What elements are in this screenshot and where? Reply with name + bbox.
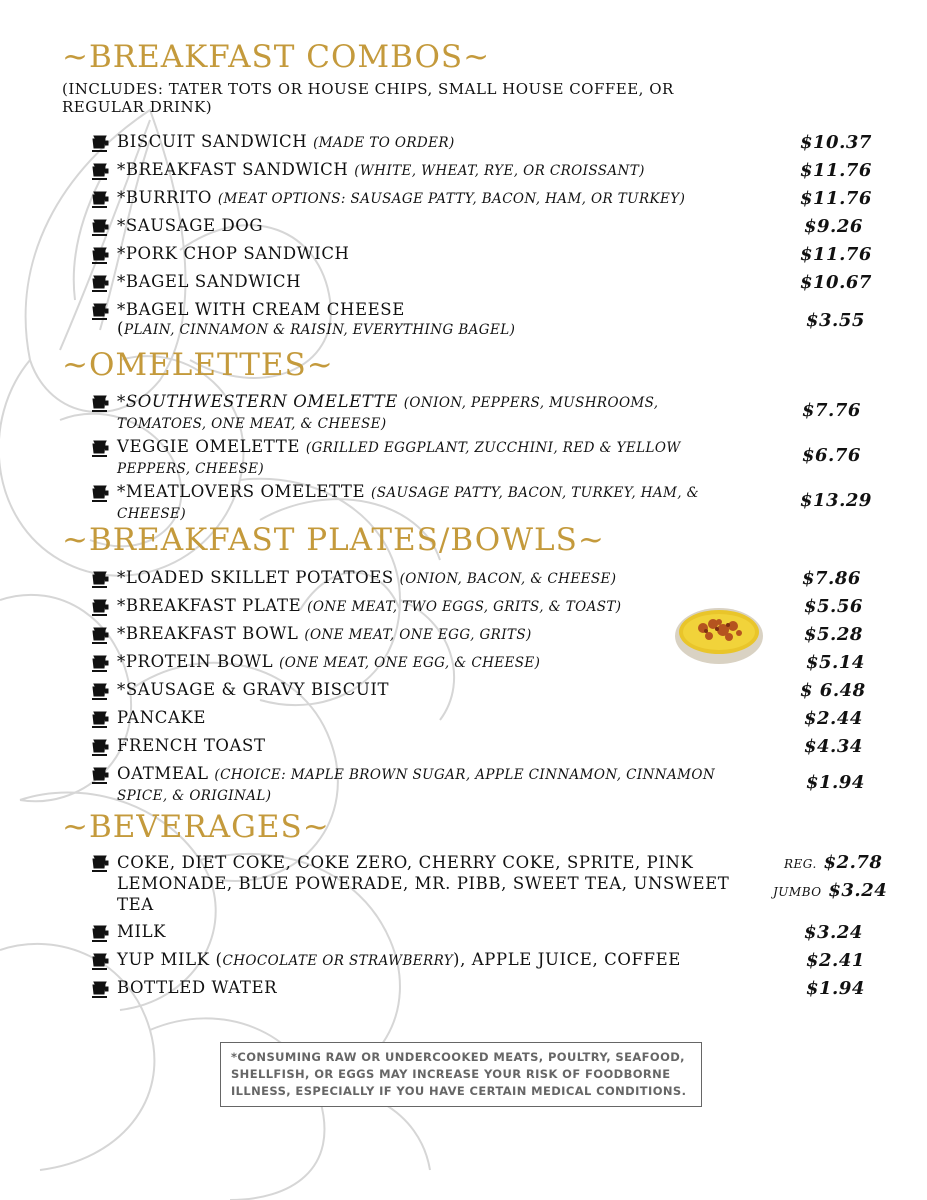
item-description: (CHOICE: MAPLE BROWN SUGAR, APPLE CINNAMON, CINNAMON SPICE, & ORIGINAL) (117, 767, 716, 804)
item-name: *BAGEL WITH CREAM CHEESE (117, 300, 405, 319)
item-price: $3.55 (806, 310, 865, 331)
coffee-cup-icon (90, 924, 110, 944)
item-name: COKE, DIET COKE, COKE ZERO, CHERRY COKE, SPRITE, PINK LEMONADE, BLUE POWERADE, MR. PIBB, SWEET TEA, UNSWEET TEA (117, 853, 730, 914)
item-price-jumbo (773, 880, 887, 901)
item-price: $3.24 (804, 922, 863, 943)
item-price: $11.76 (800, 244, 872, 265)
item-name: MILK (117, 922, 167, 941)
item-price: $11.76 (800, 188, 872, 209)
item-description-paren: ( (117, 319, 125, 338)
item-price-regular (784, 852, 882, 873)
item-description: (ONE MEAT, ONE EGG, & CHEESE) (279, 655, 541, 671)
item-price: $7.76 (802, 400, 861, 421)
item-price: $5.14 (806, 652, 865, 673)
item-name: *BAGEL SANDWICH (117, 272, 302, 291)
item-price: $11.76 (800, 160, 872, 181)
item-price: $13.29 (800, 490, 872, 511)
coffee-cup-icon (90, 302, 110, 322)
section-title-breakfast-combos: ~BREAKFAST COMBOS~ (62, 39, 491, 75)
item-price: $10.67 (800, 272, 872, 293)
coffee-cup-icon (90, 439, 110, 459)
item-name: *MEATLOVERS OMELETTE (117, 482, 366, 501)
item-description: (WHITE, WHEAT, RYE, OR CROISSANT) (354, 163, 645, 179)
item-description: (MEAT OPTIONS: SAUSAGE PATTY, BACON, HAM, OR TURKEY) (217, 191, 686, 207)
item-description: (SAUSAGE PATTY, BACON, TURKEY, HAM, & CHEESE) (117, 485, 700, 522)
item-name: OATMEAL (117, 764, 209, 783)
coffee-cup-icon (90, 682, 110, 702)
coffee-cup-icon (90, 190, 110, 210)
item-name: YUP MILK ( (117, 950, 223, 969)
price-size-label: REG. (784, 857, 817, 871)
item-name: *SOUTHWESTERN OMELETTE (117, 392, 398, 411)
item-name: VEGGIE OMELETTE (117, 437, 300, 456)
price-size-label: JUMBO (773, 885, 822, 899)
coffee-cup-icon (90, 626, 110, 646)
coffee-cup-icon (90, 162, 110, 182)
coffee-cup-icon (90, 570, 110, 590)
item-name: *SAUSAGE & GRAVY BISCUIT (117, 680, 390, 699)
item-price: $9.26 (804, 216, 863, 237)
food-safety-notice: *CONSUMING RAW OR UNDERCOOKED MEATS, POULTRY, SEAFOOD, SHELLFISH, OR EGGS MAY INCREASE YOUR RISK OF FOODBORNE ILLNESS, ESPECIALLY IF YOU HAVE CERTAIN MEDICAL CONDITIONS. (220, 1042, 702, 1107)
item-description: PLAIN, CINNAMON & RAISIN, EVERYTHING BAGEL) (124, 322, 516, 338)
item-price: $6.76 (802, 445, 861, 466)
item-name: *BREAKFAST PLATE (117, 596, 302, 615)
item-name: *SAUSAGE DOG (117, 216, 264, 235)
item-name: FRENCH TOAST (117, 736, 266, 755)
item-price: $ 6.48 (800, 680, 866, 701)
coffee-cup-icon (90, 134, 110, 154)
item-name: *LOADED SKILLET POTATOES (117, 568, 394, 587)
item-description: (ONION, PEPPERS, MUSHROOMS, TOMATOES, ONE MEAT, & CHEESE) (117, 395, 659, 432)
item-description: (ONION, BACON, & CHEESE) (399, 571, 617, 587)
item-name: *PORK CHOP SANDWICH (117, 244, 350, 263)
price-value: $3.24 (828, 880, 888, 901)
item-name: *BURRITO (117, 188, 212, 207)
item-price: $4.34 (804, 736, 863, 757)
item-price: $5.28 (804, 624, 863, 645)
item-name: BISCUIT SANDWICH (117, 132, 308, 151)
item-price: $1.94 (806, 772, 865, 793)
price-value: $2.78 (823, 852, 883, 873)
item-description: (ONE MEAT, TWO EGGS, GRITS, & TOAST) (307, 599, 622, 615)
coffee-cup-icon (90, 710, 110, 730)
coffee-cup-icon (90, 854, 110, 874)
item-name: *PROTEIN BOWL (117, 652, 274, 671)
item-name: BOTTLED WATER (117, 978, 278, 997)
item-price: $5.56 (804, 596, 863, 617)
item-price: $2.41 (806, 950, 865, 971)
item-name: *BREAKFAST BOWL (117, 624, 299, 643)
item-name: PANCAKE (117, 708, 207, 727)
item-price: $10.37 (800, 132, 872, 153)
coffee-cup-icon (90, 394, 110, 414)
item-description: (MADE TO ORDER) (313, 135, 455, 151)
item-name-continued: ), APPLE JUICE, COFFEE (453, 950, 681, 969)
combos-includes-note: (INCLUDES: TATER TOTS OR HOUSE CHIPS, SMALL HOUSE COFFEE, OR REGULAR DRINK) (62, 80, 674, 116)
item-description: (GRILLED EGGPLANT, ZUCCHINI, RED & YELLOW PEPPERS, CHEESE) (117, 440, 681, 477)
item-price: $2.44 (804, 708, 863, 729)
coffee-cup-icon (90, 738, 110, 758)
section-title-breakfast-plates-bowls: ~BREAKFAST PLATES/BOWLS~ (62, 522, 605, 558)
coffee-cup-icon (90, 980, 110, 1000)
section-title-beverages: ~BEVERAGES~ (62, 809, 330, 845)
coffee-cup-icon (90, 484, 110, 504)
breakfast-bowl-photo (673, 604, 765, 666)
item-description: CHOCOLATE OR STRAWBERRY (222, 953, 454, 969)
coffee-cup-icon (90, 274, 110, 294)
coffee-cup-icon (90, 766, 110, 786)
item-price: $1.94 (806, 978, 865, 999)
item-name: *BREAKFAST SANDWICH (117, 160, 349, 179)
coffee-cup-icon (90, 952, 110, 972)
coffee-cup-icon (90, 246, 110, 266)
coffee-cup-icon (90, 218, 110, 238)
coffee-cup-icon (90, 598, 110, 618)
section-title-omelettes: ~OMELETTES~ (62, 347, 334, 383)
item-description: (ONE MEAT, ONE EGG, GRITS) (304, 627, 532, 643)
coffee-cup-icon (90, 654, 110, 674)
item-price: $7.86 (802, 568, 861, 589)
